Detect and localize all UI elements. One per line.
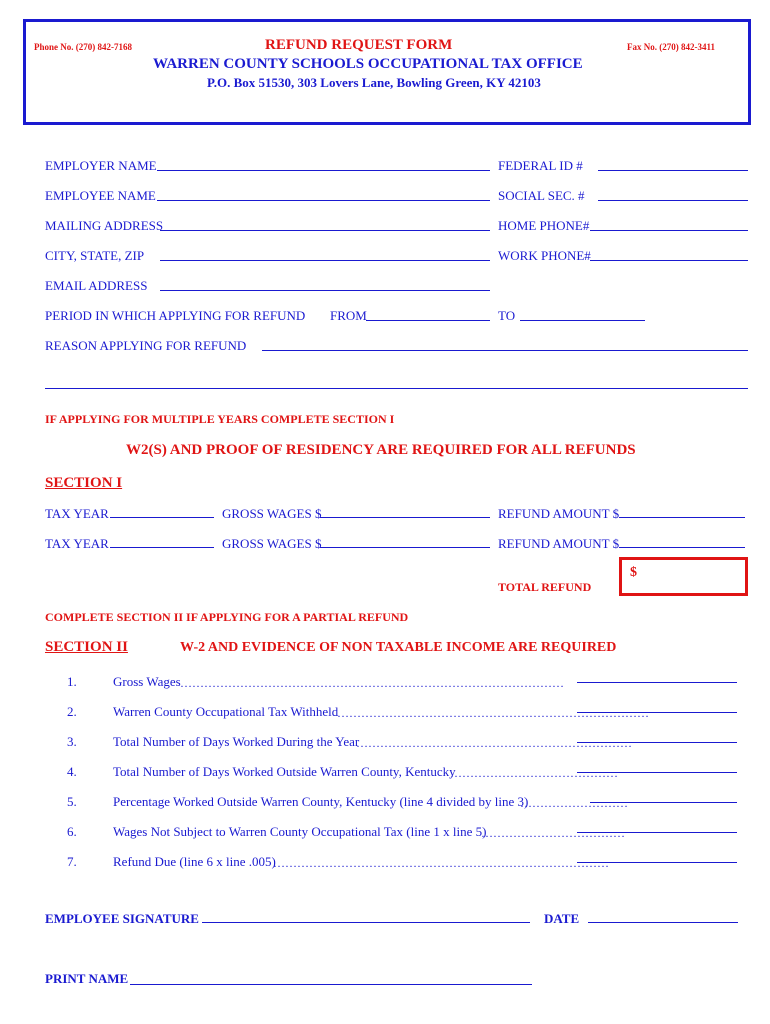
total-refund-label: TOTAL REFUND (498, 580, 592, 594)
print-name-label: PRINT NAME (45, 971, 129, 986)
dot-leader: …………………………………………………………… (356, 736, 632, 750)
period-from-field[interactable] (366, 320, 490, 321)
wages-not-subject-field[interactable] (577, 832, 737, 833)
refund-amount-field-2[interactable] (619, 547, 745, 548)
line-description: Refund Due (line 6 x line .005) (113, 854, 276, 869)
dot-leader: …………………………………………………………………………………… (180, 676, 564, 690)
section-1-title: SECTION I (45, 475, 123, 491)
line-description: Warren County Occupational Tax Withheld (113, 704, 339, 719)
date-field[interactable] (588, 922, 738, 923)
line-number: 1. (67, 674, 77, 689)
social-sec-field[interactable] (598, 200, 748, 201)
dot-leader: ………………………………………………………………………… (273, 856, 609, 870)
office-address: P.O. Box 51530, 303 Lovers Lane, Bowling Green, KY 42103 (207, 75, 541, 90)
email-label: EMAIL ADDRESS (45, 278, 148, 293)
line-description: Percentage Worked Outside Warren County, Kentucky (line 4 divided by line 3) (113, 794, 529, 809)
gross-wages-line-field[interactable] (577, 682, 737, 683)
employer-name-field[interactable] (157, 170, 490, 171)
line-number: 3. (67, 734, 77, 749)
work-phone-field[interactable] (590, 260, 748, 261)
line-number: 2. (67, 704, 77, 719)
city-state-zip-label: CITY, STATE, ZIP (45, 248, 145, 263)
form-title: REFUND REQUEST FORM (265, 37, 453, 53)
city-state-zip-field[interactable] (160, 260, 490, 261)
tax-year-field-2[interactable] (110, 547, 214, 548)
employee-name-label: EMPLOYEE NAME (45, 188, 156, 203)
home-phone-label: HOME PHONE# (498, 218, 590, 233)
from-label: FROM (330, 308, 367, 323)
gross-wages-field-1[interactable] (320, 517, 490, 518)
employee-signature-field[interactable] (202, 922, 530, 923)
line-number: 5. (67, 794, 77, 809)
tax-year-label: TAX YEAR (45, 506, 109, 521)
dot-leader: …………………………………… (450, 766, 618, 780)
reason-label: REASON APPLYING FOR REFUND (45, 338, 247, 353)
days-outside-field[interactable] (577, 772, 737, 773)
office-name: WARREN COUNTY SCHOOLS OCCUPATIONAL TAX OFFICE (153, 56, 583, 72)
phone-number: Phone No. (270) 842-7168 (34, 42, 132, 52)
home-phone-field[interactable] (590, 230, 748, 231)
tax-year-label: TAX YEAR (45, 536, 109, 551)
total-days-field[interactable] (577, 742, 737, 743)
total-refund-dollar-sign: $ (630, 565, 637, 580)
reason-field-line-2[interactable] (45, 388, 748, 389)
line-number: 6. (67, 824, 77, 839)
total-refund-box[interactable] (619, 557, 748, 596)
refund-amount-field-1[interactable] (619, 517, 745, 518)
gross-wages-field-2[interactable] (320, 547, 490, 548)
mailing-address-field[interactable] (160, 230, 490, 231)
fax-number: Fax No. (270) 842-3411 (627, 42, 715, 52)
tax-withheld-field[interactable] (577, 712, 737, 713)
percentage-outside-field[interactable] (590, 802, 737, 803)
refund-amount-label: REFUND AMOUNT $ (498, 506, 620, 521)
employee-name-field[interactable] (157, 200, 490, 201)
federal-id-field[interactable] (598, 170, 748, 171)
social-sec-label: SOCIAL SEC. # (498, 188, 585, 203)
print-name-field[interactable] (130, 984, 532, 985)
dot-leader: ……………………………… (481, 826, 625, 840)
gross-wages-label: GROSS WAGES $ (222, 536, 322, 551)
section-2-subtitle: W-2 AND EVIDENCE OF NON TAXABLE INCOME ARE REQUIRED (180, 640, 617, 655)
required-documents-notice: W2(S) AND PROOF OF RESIDENCY ARE REQUIRED FOR ALL REFUNDS (126, 442, 636, 458)
tax-year-field-1[interactable] (110, 517, 214, 518)
dot-leader: ……………………… (520, 796, 628, 810)
line-number: 4. (67, 764, 77, 779)
period-label: PERIOD IN WHICH APPLYING FOR REFUND (45, 308, 306, 323)
employee-signature-label: EMPLOYEE SIGNATURE (45, 911, 199, 926)
line-description: Total Number of Days Worked Outside Warren County, Kentucky (113, 764, 456, 779)
line-description: Wages Not Subject to Warren County Occupational Tax (line 1 x line 5) (113, 824, 487, 839)
multiple-years-notice: IF APPLYING FOR MULTIPLE YEARS COMPLETE SECTION I (45, 412, 395, 426)
date-label: DATE (544, 911, 580, 926)
partial-refund-notice: COMPLETE SECTION II IF APPLYING FOR A PARTIAL REFUND (45, 610, 409, 624)
mailing-address-label: MAILING ADDRESS (45, 218, 164, 233)
refund-due-field[interactable] (577, 862, 737, 863)
refund-amount-label: REFUND AMOUNT $ (498, 536, 620, 551)
section-2-title: SECTION II (45, 639, 128, 655)
work-phone-label: WORK PHONE# (498, 248, 591, 263)
line-description: Total Number of Days Worked During the Year (113, 734, 360, 749)
dot-leader: …………………………………………………………………… (337, 706, 649, 720)
gross-wages-label: GROSS WAGES $ (222, 506, 322, 521)
to-label: TO (498, 308, 516, 323)
employer-name-label: EMPLOYER NAME (45, 158, 157, 173)
federal-id-label: FEDERAL ID # (498, 158, 583, 173)
line-number: 7. (67, 854, 77, 869)
line-description: Gross Wages (113, 674, 181, 689)
email-field[interactable] (160, 290, 490, 291)
period-to-field[interactable] (520, 320, 645, 321)
reason-field[interactable] (262, 350, 748, 351)
